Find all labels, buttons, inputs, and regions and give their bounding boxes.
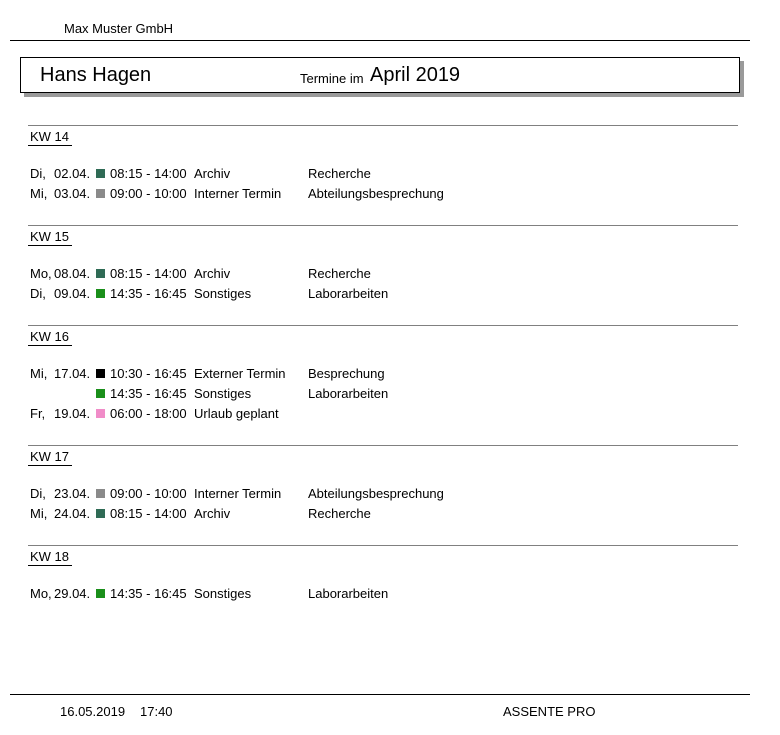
month-title: April 2019 bbox=[370, 64, 461, 86]
week-label-underline bbox=[28, 565, 72, 566]
week-label: KW 16 bbox=[30, 329, 70, 344]
appointment-date: 02.04. bbox=[54, 166, 91, 181]
category-color-marker bbox=[96, 269, 105, 278]
appointment-weekday: Di, bbox=[30, 486, 46, 501]
appointment-time: 14:35 - 16:45 bbox=[110, 386, 187, 401]
appointment-type: Externer Termin bbox=[194, 366, 286, 381]
appointment-description: Abteilungsbesprechung bbox=[308, 186, 444, 201]
week-separator bbox=[28, 225, 738, 226]
week-label-underline bbox=[28, 245, 72, 246]
appointment-time: 08:15 - 14:00 bbox=[110, 166, 187, 181]
appointment-row bbox=[0, 186, 740, 202]
category-color-marker bbox=[96, 409, 105, 418]
appointment-row bbox=[0, 586, 740, 602]
appointment-description: Laborarbeiten bbox=[308, 386, 389, 401]
person-name: Hans Hagen bbox=[40, 64, 152, 86]
category-color-marker bbox=[96, 189, 105, 198]
week-label: KW 15 bbox=[30, 229, 70, 244]
appointment-time: 06:00 - 18:00 bbox=[110, 406, 187, 421]
week-separator bbox=[28, 445, 738, 446]
appointment-description: Recherche bbox=[308, 266, 371, 281]
appointment-type: Archiv bbox=[194, 506, 231, 521]
appointment-type: Archiv bbox=[194, 266, 231, 281]
footer-app-name: ASSENTE PRO bbox=[503, 704, 596, 719]
appointment-date: 19.04. bbox=[54, 406, 91, 421]
appointment-type: Sonstiges bbox=[194, 386, 252, 401]
appointment-description: Recherche bbox=[308, 506, 371, 521]
appointment-time: 08:15 - 14:00 bbox=[110, 506, 187, 521]
appointment-time: 09:00 - 10:00 bbox=[110, 186, 187, 201]
category-color-marker bbox=[96, 589, 105, 598]
appointment-type: Sonstiges bbox=[194, 586, 252, 601]
header-divider bbox=[10, 40, 750, 41]
footer-divider bbox=[10, 694, 750, 695]
footer-time: 17:40 bbox=[140, 704, 173, 719]
appointment-row bbox=[0, 266, 740, 282]
week-label-underline bbox=[28, 465, 72, 466]
appointment-weekday: Di, bbox=[30, 286, 46, 301]
appointment-description: Laborarbeiten bbox=[308, 286, 389, 301]
week-label: KW 17 bbox=[30, 449, 70, 464]
week-separator bbox=[28, 545, 738, 546]
appointment-weekday: Mi, bbox=[30, 366, 48, 381]
appointment-type: Interner Termin bbox=[194, 186, 282, 201]
appointment-weekday: Di, bbox=[30, 166, 46, 181]
category-color-marker bbox=[96, 369, 105, 378]
appointment-row bbox=[0, 486, 740, 502]
appointment-date: 17.04. bbox=[54, 366, 91, 381]
week-label-underline bbox=[28, 345, 72, 346]
appointment-time: 09:00 - 10:00 bbox=[110, 486, 187, 501]
category-color-marker bbox=[96, 489, 105, 498]
appointment-row bbox=[0, 506, 740, 522]
appointment-row bbox=[0, 286, 740, 302]
appointment-type: Interner Termin bbox=[194, 486, 282, 501]
company-name: Max Muster GmbH bbox=[64, 21, 174, 36]
appointment-description: Recherche bbox=[308, 166, 371, 181]
appointment-description: Laborarbeiten bbox=[308, 586, 389, 601]
appointment-weekday: Mo, bbox=[30, 586, 52, 601]
category-color-marker bbox=[96, 389, 105, 398]
category-color-marker bbox=[96, 509, 105, 518]
footer-date: 16.05.2019 bbox=[60, 704, 126, 719]
appointment-weekday: Mo, bbox=[30, 266, 52, 281]
category-color-marker bbox=[96, 169, 105, 178]
appointment-date: 24.04. bbox=[54, 506, 91, 521]
appointment-row bbox=[0, 366, 740, 382]
appointment-type: Urlaub geplant bbox=[194, 406, 279, 421]
appointment-row bbox=[0, 386, 740, 402]
appointment-date: 23.04. bbox=[54, 486, 91, 501]
week-label-underline bbox=[28, 145, 72, 146]
appointment-weekday: Mi, bbox=[30, 506, 48, 521]
appointment-row bbox=[0, 406, 740, 422]
week-label: KW 18 bbox=[30, 549, 70, 564]
title-box bbox=[20, 57, 740, 93]
week-separator bbox=[28, 125, 738, 126]
appointment-description: Abteilungsbesprechung bbox=[308, 486, 444, 501]
termine-label: Termine im bbox=[300, 71, 364, 86]
appointment-description: Besprechung bbox=[308, 366, 385, 381]
appointment-type: Sonstiges bbox=[194, 286, 252, 301]
appointment-time: 10:30 - 16:45 bbox=[110, 366, 187, 381]
appointment-weekday: Fr, bbox=[30, 406, 46, 421]
appointment-time: 08:15 - 14:00 bbox=[110, 266, 187, 281]
appointment-weekday: Mi, bbox=[30, 186, 48, 201]
category-color-marker bbox=[96, 289, 105, 298]
appointment-time: 14:35 - 16:45 bbox=[110, 286, 187, 301]
appointment-type: Archiv bbox=[194, 166, 231, 181]
appointment-date: 03.04. bbox=[54, 186, 91, 201]
week-label: KW 14 bbox=[30, 129, 70, 144]
appointment-date: 08.04. bbox=[54, 266, 91, 281]
appointment-row bbox=[0, 166, 740, 182]
appointment-date: 09.04. bbox=[54, 286, 91, 301]
appointment-date: 29.04. bbox=[54, 586, 91, 601]
week-separator bbox=[28, 325, 738, 326]
appointment-time: 14:35 - 16:45 bbox=[110, 586, 187, 601]
